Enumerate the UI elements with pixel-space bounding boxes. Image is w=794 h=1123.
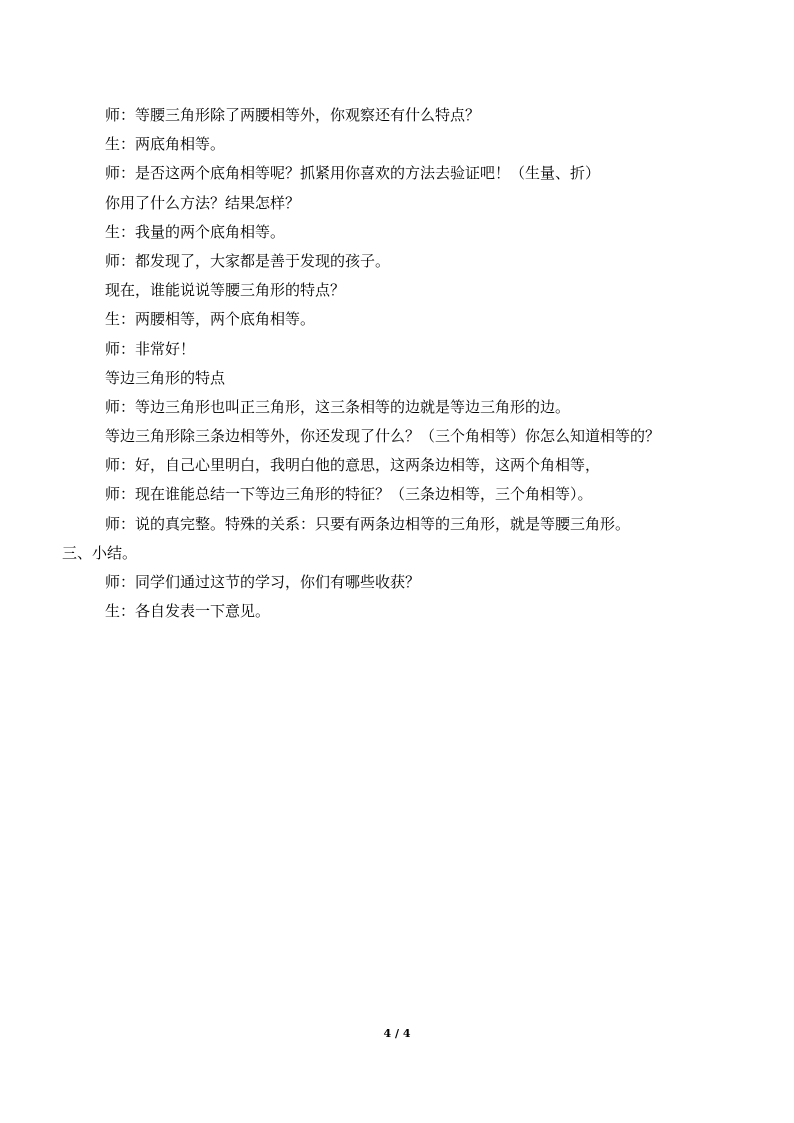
text-line: 师：等腰三角形除了两腰相等外，你观察还有什么特点？ <box>105 106 481 124</box>
text-line: 师：都发现了，大家都是善于发现的孩子。 <box>105 251 391 270</box>
subsection-heading: 等边三角形的特点 <box>105 368 226 387</box>
text-line: 生：各自发表一下意见。 <box>105 602 271 621</box>
document-body <box>0 103 794 628</box>
text-line: 师：现在谁能总结一下等边三角形的特征？（三条边相等，三个角相等）。 <box>105 485 593 504</box>
text-line: 师：好，自己心里明白，我明白他的意思，这两条边相等，这两个角相等， <box>105 456 601 475</box>
section-heading: 三、小结。 <box>62 543 138 562</box>
text-line: 生：两腰相等，两个底角相等。 <box>105 310 316 329</box>
text-line: 生：两底角相等。 <box>105 135 226 154</box>
text-line: 你用了什么方法？结果怎样？ <box>105 193 301 212</box>
text-line: 等边三角形除三条边相等外，你还发现了什么？（三个角相等）你怎么知道相等的？ <box>105 427 661 446</box>
page-number: 4 / 4 <box>383 1027 411 1040</box>
text-line: 师：等边三角形也叫正三角形，这三条相等的边就是等边三角形的边。 <box>105 397 571 416</box>
text-line: 生：我量的两个底角相等。 <box>105 222 286 241</box>
text-line: 师：是否这两个底角相等呢？抓紧用你喜欢的方法去验证吧！（生量、折） <box>105 164 601 183</box>
text-line: 现在，谁能说说等腰三角形的特点？ <box>105 281 346 300</box>
text-line: 师：说的真完整。特殊的关系：只要有两条边相等的三角形，就是等腰三角形。 <box>105 514 631 533</box>
text-line: 师：同学们通过这节的学习，你们有哪些收获？ <box>105 573 421 591</box>
text-line: 师：非常好！ <box>105 339 196 358</box>
